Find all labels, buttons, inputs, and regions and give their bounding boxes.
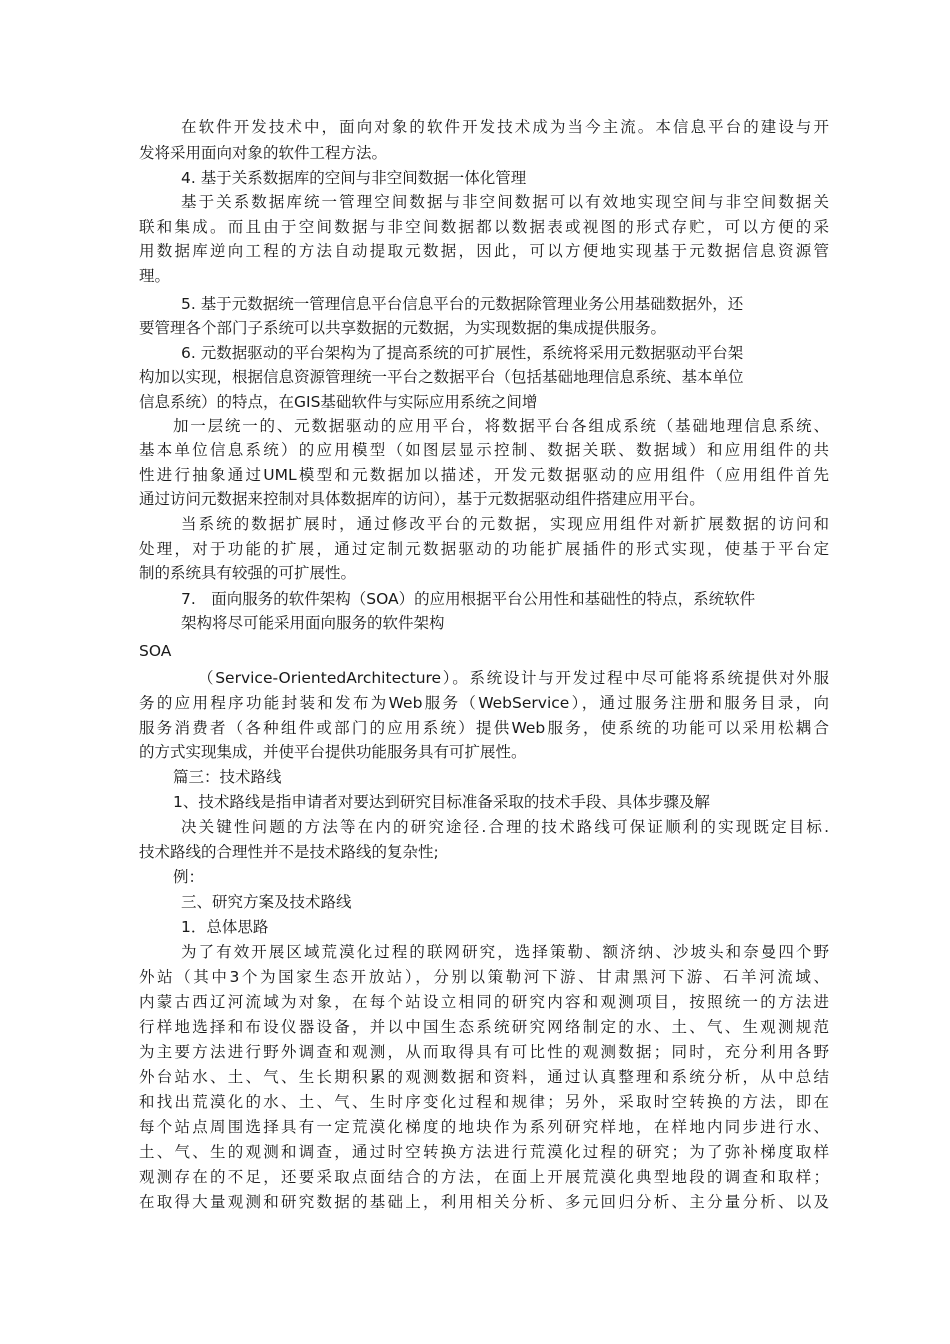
section-heading: 三、研究方案及技术路线 (181, 893, 352, 911)
text-line: 务的应用程序功能封装和发布为Web服务（WebService），通过服务注册和服务目录，向 (139, 694, 829, 712)
section-heading: 7. 面向服务的软件架构（SOA）的应用根据平台公用性和基础性的特点，系统软件 (181, 590, 756, 608)
text-line: 处理，对于功能的扩展，通过定制元数据驱动的功能扩展插件的形式实现，使基于平台定 (139, 540, 829, 558)
section-heading: 篇三：技术路线 (173, 768, 282, 786)
text-line: 联和集成。而且由于空间数据与非空间数据都以数据表或视图的形式存贮，可以方便的采 (139, 218, 829, 236)
text-line: 架构将尽可能采用面向服务的软件架构 (181, 614, 445, 632)
text-line: 在取得大量观测和研究数据的基础上，利用相关分析、多元回归分析、主分量分析、以及 (139, 1193, 829, 1211)
text-line: 决关键性问题的方法等在内的研究途径.合理的技术路线可保证顺利的实现既定目标. (181, 818, 829, 836)
text-line: 服务消费者（各种组件或部门的应用系统）提供Web服务，使系统的功能可以采用松耦合 (139, 719, 829, 737)
text-line: （Service-OrientedArchitecture）。系统设计与开发过程中尽可能将系统提供对外服 (198, 669, 829, 687)
text-line: 观测存在的不足，还要采取点面结合的方法，在面上开展荒漠化典型地段的调查和取样； (139, 1168, 829, 1186)
text-line: 要管理各个部门子系统可以共享数据的元数据，为实现数据的集成提供服务。 (139, 319, 667, 337)
text-line: 的方式实现集成，并使平台提供功能服务具有可扩展性。 (139, 743, 527, 761)
text-line: 基本单位信息系统）的应用模型（如图层显示控制、数据关联、数据域）和应用组件的共 (139, 441, 829, 459)
text-line: 通过访问元数据来控制对具体数据库的访问），基于元数据驱动组件搭建应用平台。 (139, 490, 705, 508)
text-line: 6. 元数据驱动的平台架构为了提高系统的可扩展性，系统将采用元数据驱动平台架 (181, 344, 744, 362)
text-line: 当系统的数据扩展时，通过修改平台的元数据，实现应用组件对新扩展数据的访问和 (181, 515, 829, 533)
text-line: 每个站点周围选择具有一定荒漠化梯度的地块作为系列研究样地，在样地内同步进行水、 (139, 1118, 829, 1136)
text-line: 土、气、生的观测和调查，通过时空转换方法进行荒漠化过程的研究；为了弥补梯度取样 (139, 1143, 829, 1161)
text-line: 信息系统）的特点，在GIS基础软件与实际应用系统之间增 (139, 393, 538, 411)
text-line: 外台站水、土、气、生长期积累的观测数据和资料，通过认真整理和系统分析，从中总结 (139, 1068, 829, 1086)
text-line: 理。 (139, 267, 171, 285)
text-line: 外站（其中3个为国家生态开放站），分别以策勒河下游、甘肃黑河下游、石羊河流域、 (139, 968, 829, 986)
text-line: 为主要方法进行野外调查和观测，从而取得具有可比性的观测数据；同时，充分利用各野 (139, 1043, 829, 1061)
text-line: 为了有效开展区域荒漠化过程的联网研究，选择策勒、额济纳、沙坡头和奈曼四个野 (181, 943, 829, 961)
text-line: 性进行抽象通过UML模型和元数据加以描述，开发元数据驱动的应用组件（应用组件首先 (139, 466, 829, 484)
text-line: 和找出荒漠化的水、土、气、生时序变化过程和规律；另外，采取时空转换的方法，即在 (139, 1093, 829, 1111)
text-line: 在软件开发技术中，面向对象的软件开发技术成为当今主流。本信息平台的建设与开 (181, 118, 829, 136)
section-heading: 1．总体思路 (181, 918, 269, 936)
text-line: 加一层统一的、元数据驱动的应用平台，将数据平台各组成系统（基础地理信息系统、 (173, 417, 829, 435)
text-line: 发将采用面向对象的软件工程方法。 (139, 144, 388, 162)
text-line: 例： (173, 868, 205, 886)
text-line: 内蒙古西辽河流域为对象，在每个站设立相同的研究内容和观测项目，按照统一的方法进 (139, 993, 829, 1011)
text-line: 技术路线的合理性并不是技术路线的复杂性; (139, 843, 439, 861)
text-line: 基于关系数据库统一管理空间数据与非空间数据可以有效地实现空间与非空间数据关 (181, 193, 829, 211)
text-line: 用数据库逆向工程的方法自动提取元数据，因此，可以方便地实现基于元数据信息资源管 (139, 242, 829, 260)
section-heading: 4. 基于关系数据库的空间与非空间数据一体化管理 (181, 169, 527, 187)
text-line: 1、技术路线是指申请者对要达到研究目标准备采取的技术手段、具体步骤及解 (173, 793, 710, 811)
text-line: 制的系统具有较强的可扩展性。 (139, 564, 357, 582)
text-line: 构加以实现，根据信息资源管理统一平台之数据平台（包括基础地理信息系统、基本单位 (139, 368, 744, 386)
text-line: 5. 基于元数据统一管理信息平台信息平台的元数据除管理业务公用基础数据外，还 (181, 295, 744, 313)
text-line: 行样地选择和布设仪器设备，并以中国生态系统研究网络制定的水、土、气、生观测规范 (139, 1018, 829, 1036)
text-line: SOA (139, 642, 172, 660)
